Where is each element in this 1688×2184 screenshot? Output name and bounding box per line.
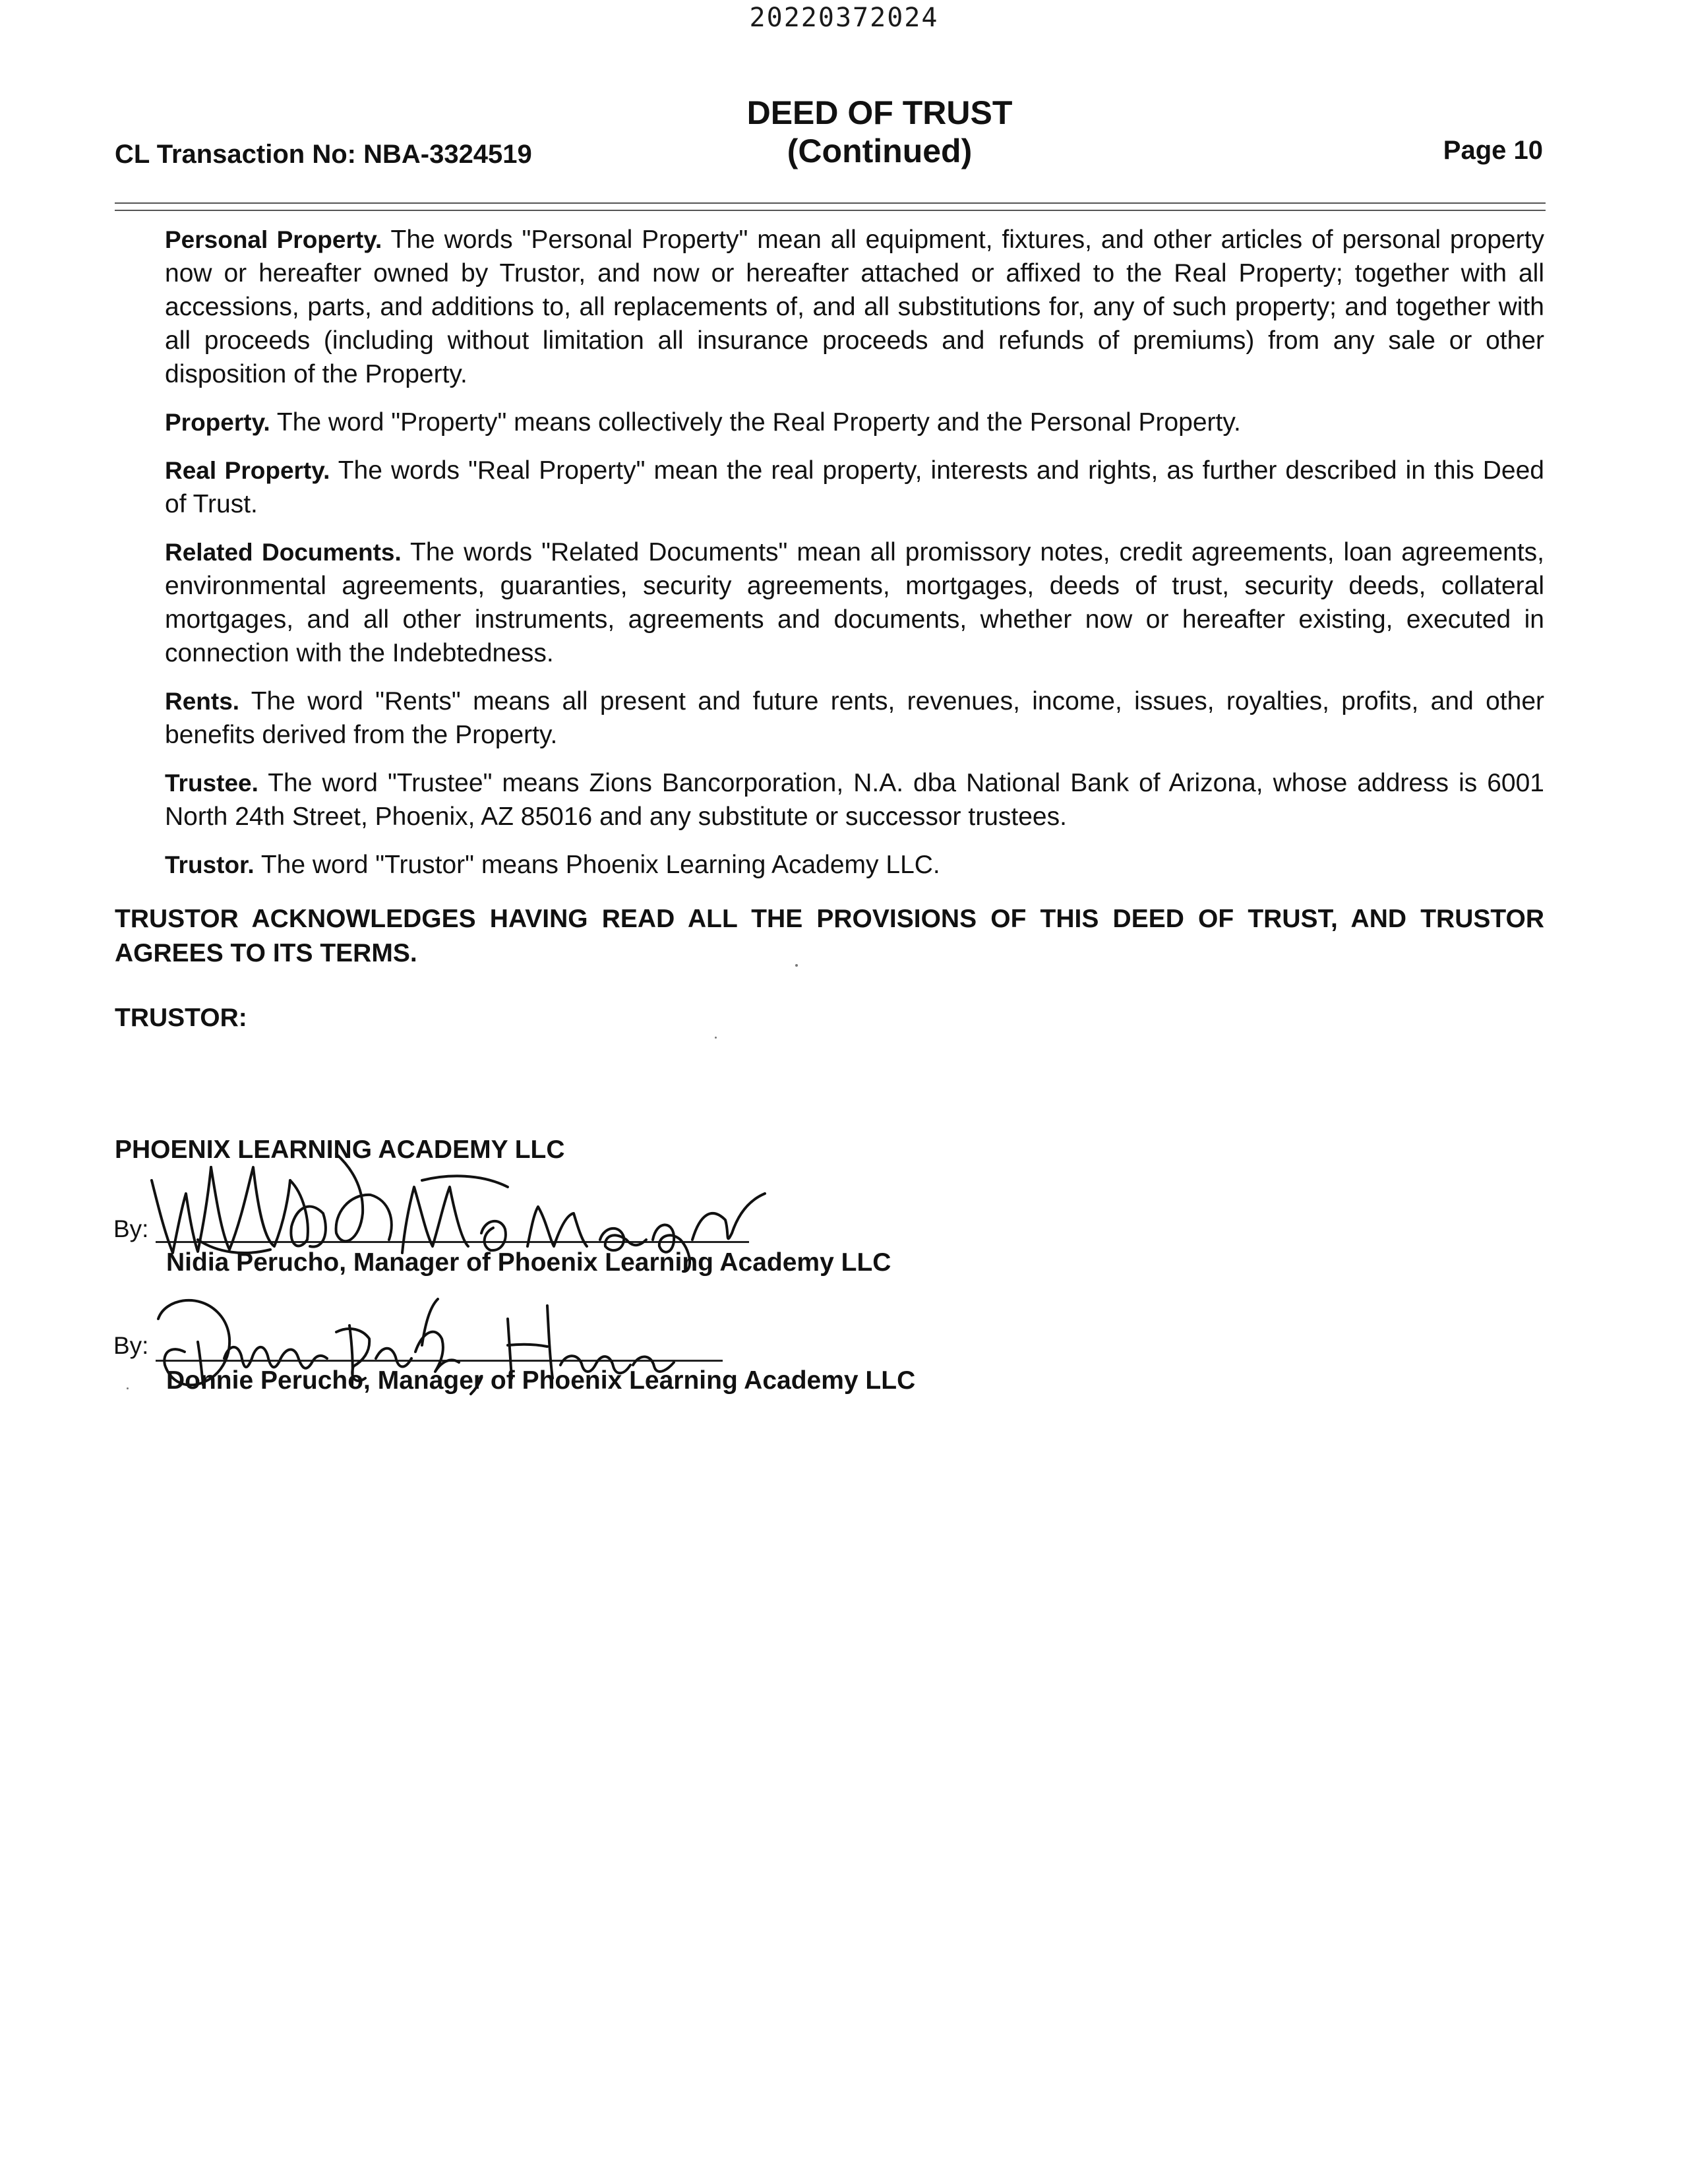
definition-trustor bbox=[165, 848, 1544, 882]
definition-real-property bbox=[165, 454, 1544, 521]
definition-text: The word "Rents" means all present and future rents, revenues, income, issues, royalties, profits, and other benefits derived from the Property. bbox=[165, 687, 1544, 749]
definition-term: Trustor. bbox=[165, 851, 255, 878]
definition-related-documents bbox=[165, 535, 1544, 670]
definition-text: The word "Property" means collectively the Real Property and the Personal Property. bbox=[270, 408, 1241, 437]
definition-personal-property bbox=[165, 223, 1544, 391]
definition-term: Rents. bbox=[165, 688, 240, 715]
definition-text: The word "Trustee" means Zions Bancorporation, N.A. dba National Bank of Arizona, whose address is 6001 North 24th Street, Phoenix, AZ 85016 and any substitute or successor trustees. bbox=[165, 769, 1544, 831]
by-label-1: By: bbox=[113, 1215, 149, 1242]
definition-term: Personal Property. bbox=[165, 226, 382, 253]
title-line-1: DEED OF TRUST bbox=[746, 94, 1013, 131]
signer-name-1: Nidia Perucho, Manager of Phoenix Learning Academy LLC bbox=[166, 1248, 891, 1277]
definition-text: The word "Trustor" means Phoenix Learning Academy LLC. bbox=[254, 851, 940, 879]
definition-term: Property. bbox=[165, 409, 270, 436]
recording-number: 20220372024 bbox=[749, 3, 939, 33]
page-number: Page 10 bbox=[1443, 136, 1543, 165]
definition-term: Related Documents. bbox=[165, 539, 402, 566]
header-rule-top bbox=[115, 202, 1546, 204]
definitions-section bbox=[165, 223, 1544, 896]
scan-speck bbox=[795, 964, 798, 967]
definition-term: Trustee. bbox=[165, 770, 258, 797]
transaction-number: CL Transaction No: NBA-3324519 bbox=[115, 140, 532, 169]
acknowledgement-statement: TRUSTOR ACKNOWLEDGES HAVING READ ALL THE PROVISIONS OF THIS DEED OF TRUST, AND TRUSTOR AGREES TO ITS TERMS. bbox=[115, 905, 1544, 967]
scan-speck bbox=[127, 1387, 129, 1389]
trustor-label: TRUSTOR: bbox=[115, 1004, 247, 1032]
definition-term: Real Property. bbox=[165, 457, 330, 484]
document-title bbox=[702, 94, 1058, 170]
signature-line-1 bbox=[156, 1241, 749, 1243]
definition-rents bbox=[165, 684, 1544, 752]
signer-name-2: Donnie Perucho, Manager of Phoenix Learning Academy LLC bbox=[166, 1366, 916, 1395]
by-label-2: By: bbox=[113, 1332, 149, 1359]
definition-text: The words "Personal Property" mean all equipment, fixtures, and other articles of personal property now or hereafter owned by Trustor, and now or hereafter attached or affixed to the Real Property; together with all accessions, parts, and additions to, all replacements of, and all substitutions for, any of such property; and together with all proceeds (including without limitation all insurance proceeds and refunds of premiums) from any sale or other disposition of the Property. bbox=[165, 226, 1544, 388]
title-line-2: (Continued) bbox=[787, 133, 973, 169]
signature-line-2 bbox=[156, 1360, 723, 1362]
page-header bbox=[115, 94, 1543, 173]
scan-speck bbox=[715, 1037, 717, 1039]
definition-property bbox=[165, 406, 1544, 439]
company-name: PHOENIX LEARNING ACADEMY LLC bbox=[115, 1136, 565, 1164]
definition-text: The words "Related Documents" mean all promissory notes, credit agreements, loan agreements, environmental agreements, guaranties, security agreements, mortgages, deeds of trust, security deeds, collateral mortgages, and all other instruments, agreements and documents, whether now or hereafter existing, executed in connection with the Indebtedness. bbox=[165, 538, 1544, 667]
header-rule-bottom bbox=[115, 210, 1546, 211]
definition-text: The words "Real Property" mean the real property, interests and rights, as further described in this Deed of Trust. bbox=[165, 456, 1544, 518]
definition-trustee bbox=[165, 766, 1544, 834]
